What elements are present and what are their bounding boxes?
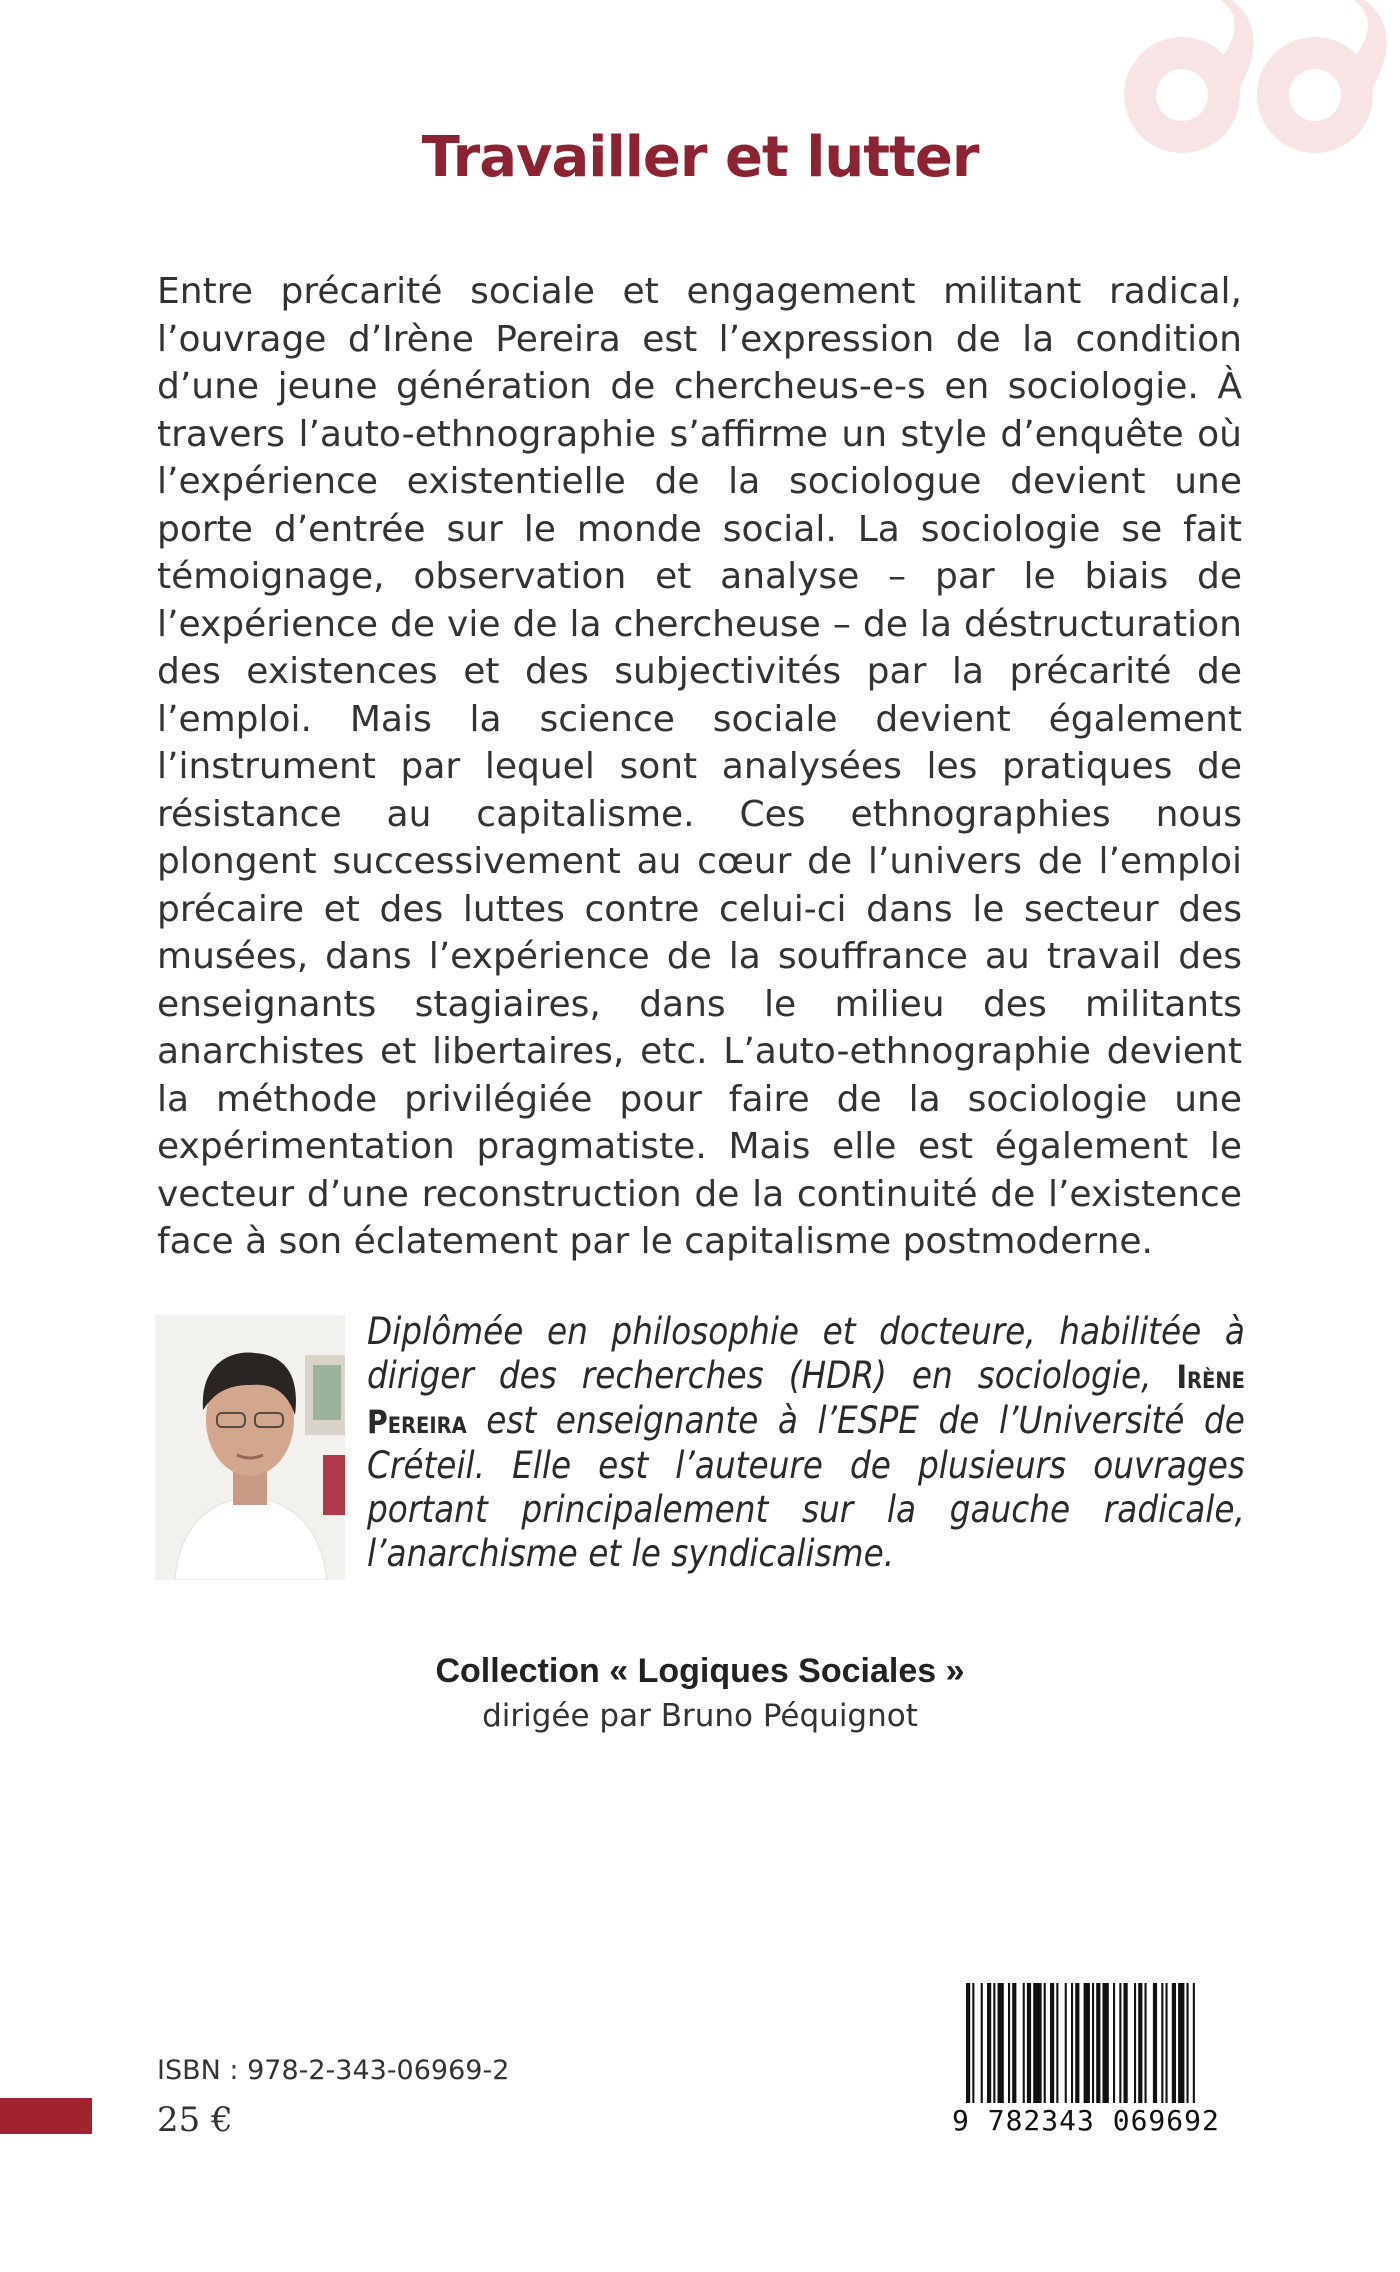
price: 25 € [157,2100,233,2140]
author-photo [155,1315,345,1580]
collection-director: dirigée par Bruno Péquignot [482,1698,918,1734]
author-bio-end: est enseignante à l’ESPE de l’Université de Créteil. Elle est l’auteure de plusieurs ouvrages portant principalement sur la gauche radicale, l’anarchisme et le syndicalisme. [367,1399,1245,1575]
barcode-icon [952,1983,1242,2103]
author-bio-start: Diplômée en philosophie et docteure, habilitée à diriger des recherches (HDR) en sociologie, [367,1310,1245,1397]
isbn: ISBN : 978-2-343-06969-2 [157,2055,510,2086]
book-title: Travailler et lutter [421,125,979,190]
author-name: Irène Pereira [367,1358,1245,1441]
book-summary: Entre précarité sociale et engagement militant radical, l’ouvrage d’Irène Pereira est l’expression de la condition d’une jeune génération de chercheus-e-s en sociologie. À travers l’auto-ethnographie s’affirme un style d’enquête où l’expérience existentielle de la sociologue devient une porte d’entrée sur le monde social. La sociologie se fait témoignage, observation et analyse – par le biais de l’expérience de vie de la chercheuse – de la déstructuration des existences et des subjectivités par la précarité de l’emploi. Mais la science sociale devient également l’instrument par lequel sont analysées les pratiques de résistance au capitalisme. Ces ethnographies nous plongent successivement au cœur de l’univers de l’emploi précaire et des luttes contre celui-ci dans le secteur des musées, dans l’expérience de la souffrance au travail des enseignants stagiaires, dans le milieu des militants anarchistes et libertaires, etc. L’auto-ethnographie devient la méthode privilégiée pour faire de la sociologie une expérimentation pragmatiste. Mais elle est également le vecteur d’une reconstruction de la continuité de l’existence face à son éclatement par le capitalisme postmoderne. [157,271,1242,1262]
collection-name: Collection « Logiques Sociales » [435,1652,965,1690]
barcode-digits: 9 782343 069692 [952,2104,1220,2137]
red-accent-bar [0,2098,92,2134]
author-bio [367,1310,1245,1576]
